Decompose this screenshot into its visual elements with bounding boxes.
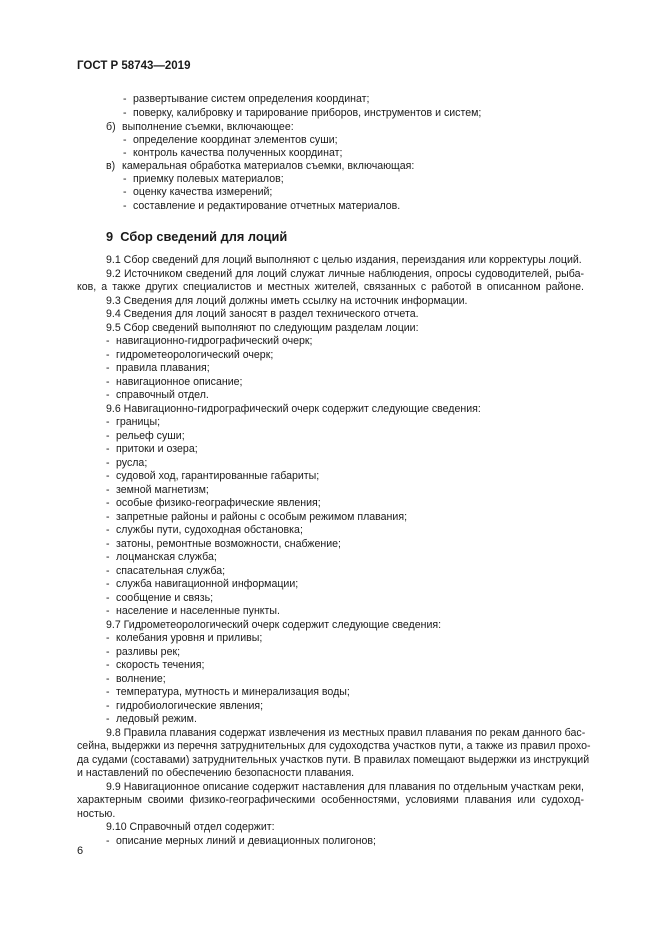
paragraph-9-2: 9.2 Источником сведений для лоций служат личные наблюдения, опросы судоводителей, рыба- xyxy=(106,268,584,280)
list-item: - разливы рек; xyxy=(106,646,181,658)
list-item: - поверку, калибровку и тарирование приборов, инструментов и систем; xyxy=(123,107,482,119)
paragraph-9-8: 9.8 Правила плавания содержат извлечения из местных правил плавания по рекам данного бас- xyxy=(106,727,586,739)
section-title: Сбор сведений для лоций xyxy=(120,229,288,244)
list-item: - русла; xyxy=(106,457,148,469)
list-item: - навигационно-гидрографический очерк; xyxy=(106,335,313,347)
list-item: - гидрометеорологический очерк; xyxy=(106,349,274,361)
section-number: 9 xyxy=(106,229,114,244)
list-item-v: в) камеральная обработка материалов съемки, включающая: xyxy=(106,160,415,172)
paragraph-9-1: 9.1 Сбор сведений для лоций выполняют с целью издания, переиздания или корректуры лоций. xyxy=(106,254,582,266)
paragraph-9-6: 9.6 Навигационно-гидрографический очерк содержит следующие сведения: xyxy=(106,403,481,415)
list-item: - температура, мутность и минерализация воды; xyxy=(106,686,350,698)
list-item: - запретные районы и районы с особым режимом плавания; xyxy=(106,511,408,523)
list-item: - служба навигационной информации; xyxy=(106,578,299,590)
list-item: - спасательная служба; xyxy=(106,565,226,577)
list-item: - гидробиологические явления; xyxy=(106,700,264,712)
list-item: - составление и редактирование отчетных материалов. xyxy=(123,200,401,212)
list-item: - население и населенные пункты. xyxy=(106,605,280,617)
paragraph-9-3: 9.3 Сведения для лоций должны иметь ссылку на источник информации. xyxy=(106,295,468,307)
paragraph-9-9: ностью. xyxy=(77,808,116,820)
list-item: - особые физико-географические явления; xyxy=(106,497,321,509)
paragraph-9-7: 9.7 Гидрометеорологический очерк содержит следующие сведения: xyxy=(106,619,442,631)
list-item: - волнение; xyxy=(106,673,166,685)
list-item: - контроль качества полученных координат; xyxy=(123,147,343,159)
list-item: - развертывание систем определения координат; xyxy=(123,93,370,105)
list-item: - судовой ход, гарантированные габариты; xyxy=(106,470,320,482)
list-item: - навигационное описание; xyxy=(106,376,243,388)
paragraph-9-4: 9.4 Сведения для лоций заносят в раздел технического отчета. xyxy=(106,308,419,320)
list-item: - правила плавания; xyxy=(106,362,210,374)
paragraph-9-8: сейна, выдержки из перечня затруднительных для судоходства участков пути, а также из правил прохо- xyxy=(77,740,591,752)
list-item: - службы пути, судоходная обстановка; xyxy=(106,524,303,536)
list-item: - колебания уровня и приливы; xyxy=(106,632,263,644)
paragraph-9-2: ков, а также других специалистов и местных жителей, связанных с работой в описанном районе. xyxy=(77,281,584,293)
section-heading xyxy=(106,229,287,244)
document-header: ГОСТ Р 58743—2019 xyxy=(77,60,191,72)
list-item: - рельеф суши; xyxy=(106,430,185,442)
list-item: - приемку полевых материалов; xyxy=(123,173,284,185)
list-item: - земной магнетизм; xyxy=(106,484,209,496)
paragraph-9-8: и наставлений по обеспечению безопасности плавания. xyxy=(77,767,355,779)
paragraph-9-9: 9.9 Навигационное описание содержит наставления для плавания по отдельным участкам реки, xyxy=(106,781,584,793)
paragraph-9-9: характерным своими физико-географическими особенностями, условиями плавания или судоход- xyxy=(77,794,584,806)
list-item: - границы; xyxy=(106,416,161,428)
list-item: - затоны, ремонтные возможности, снабжение; xyxy=(106,538,341,550)
list-item: - сообщение и связь; xyxy=(106,592,214,604)
list-item-b: б) выполнение съемки, включающее: xyxy=(106,121,294,133)
list-item: - справочный отдел. xyxy=(106,389,209,401)
list-item: - притоки и озера; xyxy=(106,443,198,455)
list-item: - лоцманская служба; xyxy=(106,551,217,563)
list-item: - скорость течения; xyxy=(106,659,205,671)
paragraph-9-8: да судами (составами) затруднительных участков пути. В правилах помещают выдержки из инструкций xyxy=(77,754,590,766)
paragraph-9-10: 9.10 Справочный отдел содержит: xyxy=(106,821,275,833)
list-item: - оценку качества измерений; xyxy=(123,186,273,198)
list-item: - описание мерных линий и девиационных полигонов; xyxy=(106,835,376,847)
list-item: - ледовый режим. xyxy=(106,713,197,725)
paragraph-9-5: 9.5 Сбор сведений выполняют по следующим разделам лоции: xyxy=(106,322,419,334)
page-number: 6 xyxy=(77,845,84,857)
list-item: - определение координат элементов суши; xyxy=(123,134,338,146)
